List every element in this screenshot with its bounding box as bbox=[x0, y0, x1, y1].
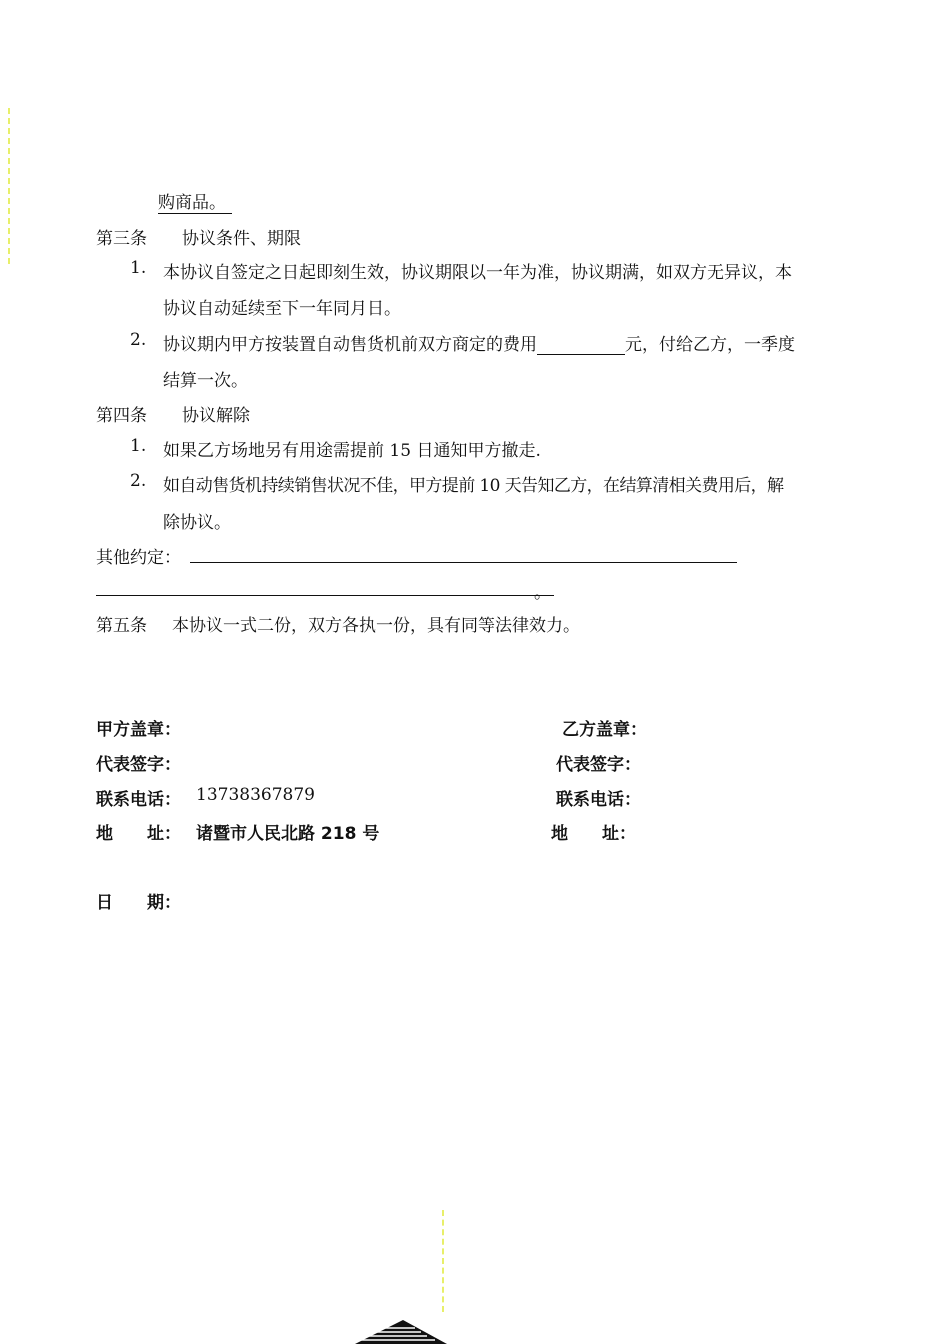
article3-item2-number: 2. bbox=[130, 330, 147, 350]
article4-item2-line1: 如自动售货机持续销售状况不佳，甲方提前 10 天告知乙方，在结算清相关费用后，解 bbox=[163, 476, 784, 496]
party-b-phone-label: 联系电话： bbox=[556, 790, 641, 810]
bottom-center-guide bbox=[442, 1210, 444, 1312]
article5-text: 本协议一式二份，双方各执一份，具有同等法律效力。 bbox=[172, 616, 580, 636]
party-a-phone: 13738367879 bbox=[196, 785, 315, 805]
article3-item1-number: 1. bbox=[130, 258, 147, 278]
party-a-phone-label: 联系电话： bbox=[96, 790, 181, 810]
party-b-seal-label: 乙方盖章： bbox=[562, 720, 647, 740]
article4-title: 第四条 bbox=[96, 406, 147, 426]
article3-item1-line1: 本协议自签定之日起即刻生效，协议期限以一年为准，协议期满，如双方无异议，本 bbox=[163, 263, 792, 283]
left-margin-guide bbox=[8, 108, 10, 264]
party-a-seal-label: 甲方盖章： bbox=[96, 720, 181, 740]
decorative-stripe-graphic bbox=[355, 1318, 455, 1344]
other-agreements-line1[interactable] bbox=[190, 562, 737, 563]
party-a-address-label: 地 址： bbox=[96, 824, 181, 844]
party-b-rep-label: 代表签字： bbox=[556, 755, 641, 775]
party-a-address: 诸暨市人民北路 218 号 bbox=[196, 824, 380, 844]
party-b-address-label: 地 址： bbox=[551, 824, 636, 844]
other-agreements-end-mark: 。 bbox=[534, 583, 551, 603]
other-agreements-line2[interactable] bbox=[96, 595, 554, 596]
party-a-rep-label: 代表签字： bbox=[96, 755, 181, 775]
article4-item1-number: 1. bbox=[130, 436, 147, 456]
article4-item2-line2: 除协议。 bbox=[163, 513, 231, 533]
article4-item1-line1: 如果乙方场地另有用途需提前 15 日通知甲方撤走. bbox=[163, 441, 541, 461]
other-agreements-label: 其他约定： bbox=[96, 548, 181, 568]
continuation-text: 购商品。 bbox=[158, 188, 232, 214]
article3-item1-line2: 协议自动延续至下一年同月日。 bbox=[163, 299, 401, 319]
article3-heading: 协议条件、期限 bbox=[182, 229, 301, 249]
article4-item2-number: 2. bbox=[130, 471, 147, 491]
article3-item2-line1-end: 元，付给乙方，一季度 bbox=[625, 335, 795, 355]
article3-item2-line1-start: 协议期内甲方按装置自动售货机前双方商定的费用 bbox=[163, 335, 537, 355]
article5-title: 第五条 bbox=[96, 616, 147, 636]
article3-title: 第三条 bbox=[96, 229, 147, 249]
date-label: 日 期： bbox=[96, 893, 181, 913]
article3-item2-line1 bbox=[163, 330, 795, 355]
fee-amount-blank[interactable] bbox=[537, 336, 625, 355]
article4-heading: 协议解除 bbox=[182, 406, 250, 426]
article3-item2-line2: 结算一次。 bbox=[163, 371, 248, 391]
